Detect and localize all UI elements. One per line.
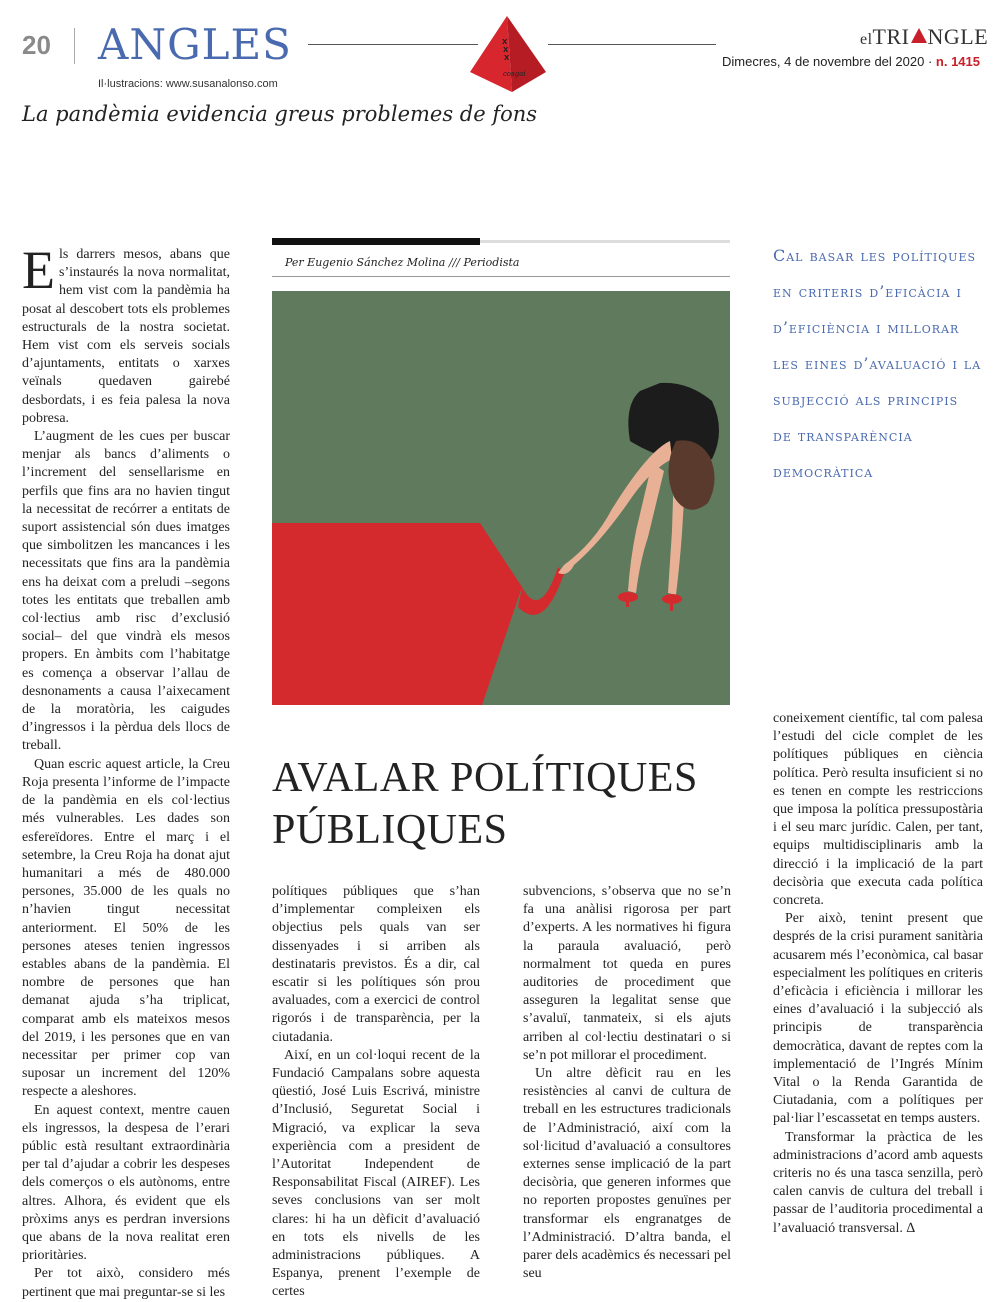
paragraph: subvencions, s’observa que no se’n fa una anàlisi rigorosa per part d’experts. A les normatives hi figura la paraula avaluació, però normalment tot queda en pures auditories de procediment que asseguren la legalitat sense que s’avaluï, tanmateix, si els ajuts arriben al col·lectiu destinatari o si se’n pot millorar el procediment. — [523, 884, 731, 1063]
brand-part-a: TRI — [872, 24, 910, 49]
paragraph: polítiques públiques que s’han d’implementar compleixen els objectius pels quals van ser dissenyades i si arriben als destinataris previstos. És a dir, cal escatir si les polítiques són prou avaluades, com a exercici de control rigorós i de transparència, per la ciutadania. — [272, 884, 480, 1045]
paragraph: Per això, tenint present que després de la crisi purament sanitària acusarem més l’econòmica, cal basar especialment les polítiques en criteris d’eficàcia i eficiència i millorar les eines d’avaluació i la subjecció als principis de transparència democràtica, davant de reptes com la implementació de l’Ingrés Mínim Vital o la Renda Garantida de Ciutadania, com a polítiques per pal·liar l’escassetat en temps austers. — [773, 911, 983, 1127]
section-title: ANGLES — [98, 20, 292, 69]
illustration-credit: Il·lustracions: www.susanalonso.com — [98, 78, 278, 90]
svg-text:X: X — [503, 46, 509, 54]
paragraph: Un altre dèficit rau en les resistències al canvi de cultura de treball en les estructures tradicionals de l’Administració, així com la sol·licitud d’avaluació a consultores externes sense implicació de la part decisòria, que generen informes que no reporten propostes genuïnes per transformar els engranatges de l’Administració. D’altra banda, el parer dels acadèmics és necessari pel seu — [523, 1066, 731, 1282]
svg-text:cosgai: cosgai — [503, 70, 526, 78]
brand-logo — [860, 24, 988, 50]
paragraph: L’augment de les cues per buscar menjar als bancs d’aliments o l’increment del sensellarisme en perfils que fins ara no havien tingut la necessitat de recórrer a entitats de suport assistencial són dues imatges que simbolitzen les mancances i les necessitats que fins ara la pandèmia ens ha deixat com a preludi –segons totes les entitats que treballen amb col·lectius amb risc d’exclusió social– del que vindrà els mesos propers. En àmbits com l’habitatge es comença a observar l’allau de desnonaments a causa l’aixecament de la moratòria, les caigudes d’ingressos i la pèrdua dels llocs de treball. — [22, 429, 230, 754]
article-column-3 — [523, 883, 731, 1283]
article-column-4 — [773, 710, 983, 1238]
issue-number: n. 1415 — [935, 54, 980, 69]
article-column-1 — [22, 240, 230, 1302]
byline-rule — [272, 276, 730, 277]
byline: Per Eugenio Sánchez Molina /// Periodista — [285, 256, 520, 269]
paragraph: En aquest context, mentre cauen els ingressos, la despesa de l’erari públic està resultant extraordinària per tal d’ajudar a cobrir les despeses dels comerços o els autònoms, entre altres. Alhora, és evident que els pròxims anys es perdran inversions que abans de la nova realitat eren prioritàries. — [22, 1102, 230, 1264]
paragraph: Transformar la pràctica de les administracions d’acord amb aquests criteris no és una tasca senzilla, però calen canvis de cultura del treball i passar de l’auditoria procedimental a l’avaluació transversal. ∆ — [773, 1129, 983, 1236]
paragraph: Així, en un col·loqui recent de la Fundació Campalans sobre aquesta qüestió, José Luis Escrivá, ministre d’Inclusió, Seguretat Social i Migració, va explicar la seva experiència com a president de l’Autoritat Independent de Responsabilitat Fiscal (AIREF). Les seves conclusions van ser molt clares: hi ha un dèficit d’avaluació en tots els nivells de les administracions públiques. A Espanya, prenent l’exemple de certes — [272, 1047, 480, 1300]
header-rule-right — [548, 44, 716, 45]
svg-text:X: X — [504, 54, 510, 62]
paragraph: Per tot això, considero més pertinent que mai preguntar-se si les — [22, 1266, 230, 1300]
header-divider — [74, 28, 75, 64]
svg-text:X: X — [502, 38, 508, 46]
issue-date — [722, 54, 980, 69]
date-text: Dimecres, 4 de novembre del 2020 · — [722, 54, 933, 69]
drop-cap: E — [22, 240, 55, 300]
article-illustration — [272, 291, 730, 705]
brand-pre: el — [860, 31, 873, 48]
triangle-icon — [911, 28, 927, 43]
byline-bar — [272, 240, 730, 243]
pull-quote: Cal basar les polítiques en criteris d’eficàcia i d’eficiència i millorar les eines d’avaluació i la subjecció als principis de transparència democràtica — [773, 246, 982, 481]
article-column-2 — [272, 883, 480, 1302]
pyramid-logo-icon — [466, 14, 548, 96]
article-title: AVALAR POLÍTIQUES PÚBLIQUES — [272, 755, 698, 853]
paragraph: Els darrers mesos, abans que s’instaurés la nova normalitat, hem vist com la pandèmia ha posat al descobert tots els problemes estructurals de la nostra societat. Hem vist com els serveis socials d’ajuntaments, entitats o xarxes veïnals quedaven gairebé desbordats, i es feia palesa la nova pobresa. — [22, 240, 230, 426]
header-rule-left — [308, 44, 478, 45]
paragraph: Quan escric aquest article, la Creu Roja presenta l’informe de l’impacte de la pandèmia en els col·lectius més vulnerables. Les dades son esfereïdores. Entre el març i el setembre, la Creu Roja ha donat ajut humanitari a més de 480.000 persones, 35.000 de les quals no n’havien tingut necessitat anteriorment. El 50% de les persones ateses tenien ingressos estables abans de la pandèmia. El nombre de persones que han demanat ajuda s’ha triplicat, comparat amb els mateixos mesos del 2019, i les persones que en van necessitar per primer cop van suposar un increment del 120% respecte a aleshores. — [22, 756, 230, 1100]
paragraph: coneixement científic, tal com palesa l’estudi del cicle complet de les polítiques públiques en ciència política. Però resulta insuficient si no es tenen en compte les restriccions que imposa la política pressupostària i el seu marc jurídic. Calen, per tant, equips multidisciplinaris amb la direcció i la implicació de la part decisòria que executa cada política concreta. — [773, 711, 983, 909]
kicker-headline: La pandèmia evidencia greus problemes de fons — [22, 102, 538, 126]
brand-part-b: NGLE — [927, 24, 989, 49]
page-number: 20 — [22, 30, 51, 60]
